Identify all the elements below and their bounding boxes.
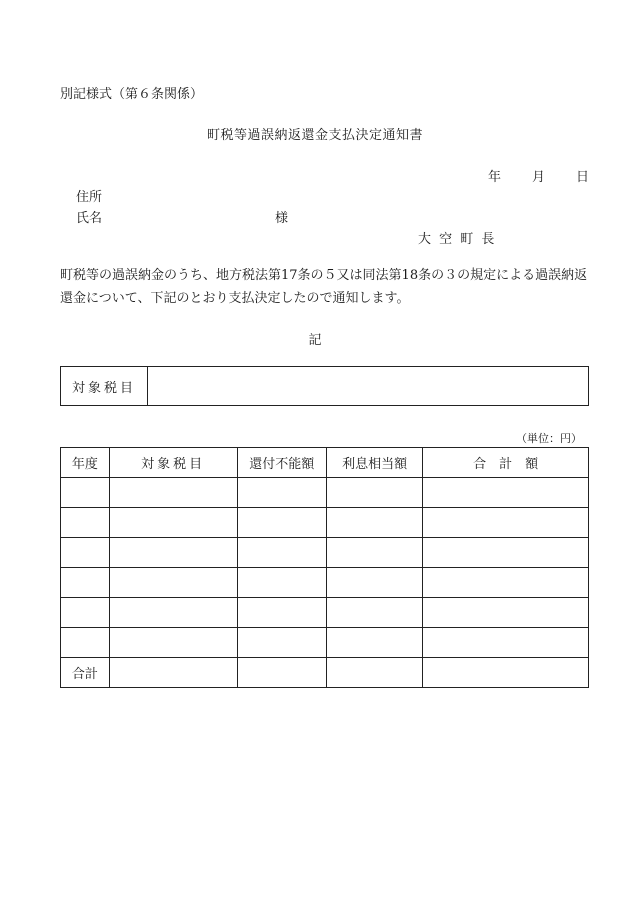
table-cell: [109, 628, 237, 658]
header-interest: 利息相当額: [326, 448, 422, 478]
date-month-label: 月: [532, 170, 546, 185]
table-cell: [326, 628, 422, 658]
honorific: 様: [275, 211, 289, 226]
table-cell: [326, 508, 422, 538]
table-row: [61, 538, 589, 568]
table-cell: [423, 478, 589, 508]
table-total-row: [61, 658, 589, 688]
table-cell: [326, 568, 422, 598]
table-cell: [237, 658, 326, 688]
table-cell: [326, 658, 422, 688]
date-year-label: 年: [488, 170, 502, 185]
table-row: [61, 568, 589, 598]
form-label: 別記様式（第６条関係）: [60, 87, 204, 102]
table-cell: [423, 598, 589, 628]
tax-item-box: [60, 366, 589, 406]
table-cell: [61, 568, 110, 598]
table-cell: [326, 478, 422, 508]
table-cell: [237, 568, 326, 598]
refund-table: [60, 447, 589, 688]
address-label: 住所: [76, 190, 103, 205]
table-cell: [61, 538, 110, 568]
table-cell: [423, 568, 589, 598]
header-total: 合 計 額: [423, 448, 589, 478]
header-unrefundable: 還付不能額: [237, 448, 326, 478]
table-cell: [237, 478, 326, 508]
table-row: [61, 478, 589, 508]
table-cell: [326, 598, 422, 628]
table-row: [61, 508, 589, 538]
tax-item-label: 対象税目: [61, 367, 148, 406]
total-label: 合計: [61, 658, 110, 688]
table-cell: [109, 658, 237, 688]
table-cell: [61, 478, 110, 508]
name-label: 氏名: [76, 211, 103, 226]
table-cell: [237, 598, 326, 628]
header-tax-item: 対象税目: [109, 448, 237, 478]
table-header-row: [61, 448, 589, 478]
table-cell: [61, 508, 110, 538]
table-cell: [109, 478, 237, 508]
table-cell: [423, 658, 589, 688]
tax-item-value: [148, 367, 589, 406]
table-cell: [237, 538, 326, 568]
table-row: [61, 628, 589, 658]
unit-note: （単位：円）: [516, 432, 582, 445]
table-cell: [109, 538, 237, 568]
table-cell: [423, 628, 589, 658]
table-cell: [423, 538, 589, 568]
table-cell: [61, 598, 110, 628]
table-cell: [61, 628, 110, 658]
date-line: [480, 166, 590, 184]
table-cell: [109, 568, 237, 598]
document-title: 町税等過誤納返還金支払決定通知書: [206, 128, 423, 143]
table-row: [61, 598, 589, 628]
table-cell: [237, 508, 326, 538]
header-year: 年度: [61, 448, 110, 478]
table-cell: [423, 508, 589, 538]
issuer-title: 大 空 町 長: [418, 232, 497, 247]
ki-heading: 記: [308, 333, 322, 348]
table-cell: [109, 598, 237, 628]
notice-paragraph: 町税等の過誤納金のうち、地方税法第17条の５又は同法第18条の３の規定による過誤納返還金について、下記のとおり支払決定したので通知します。: [60, 268, 588, 306]
date-day-label: 日: [576, 170, 590, 185]
table-cell: [237, 628, 326, 658]
table-cell: [109, 508, 237, 538]
table-cell: [326, 538, 422, 568]
